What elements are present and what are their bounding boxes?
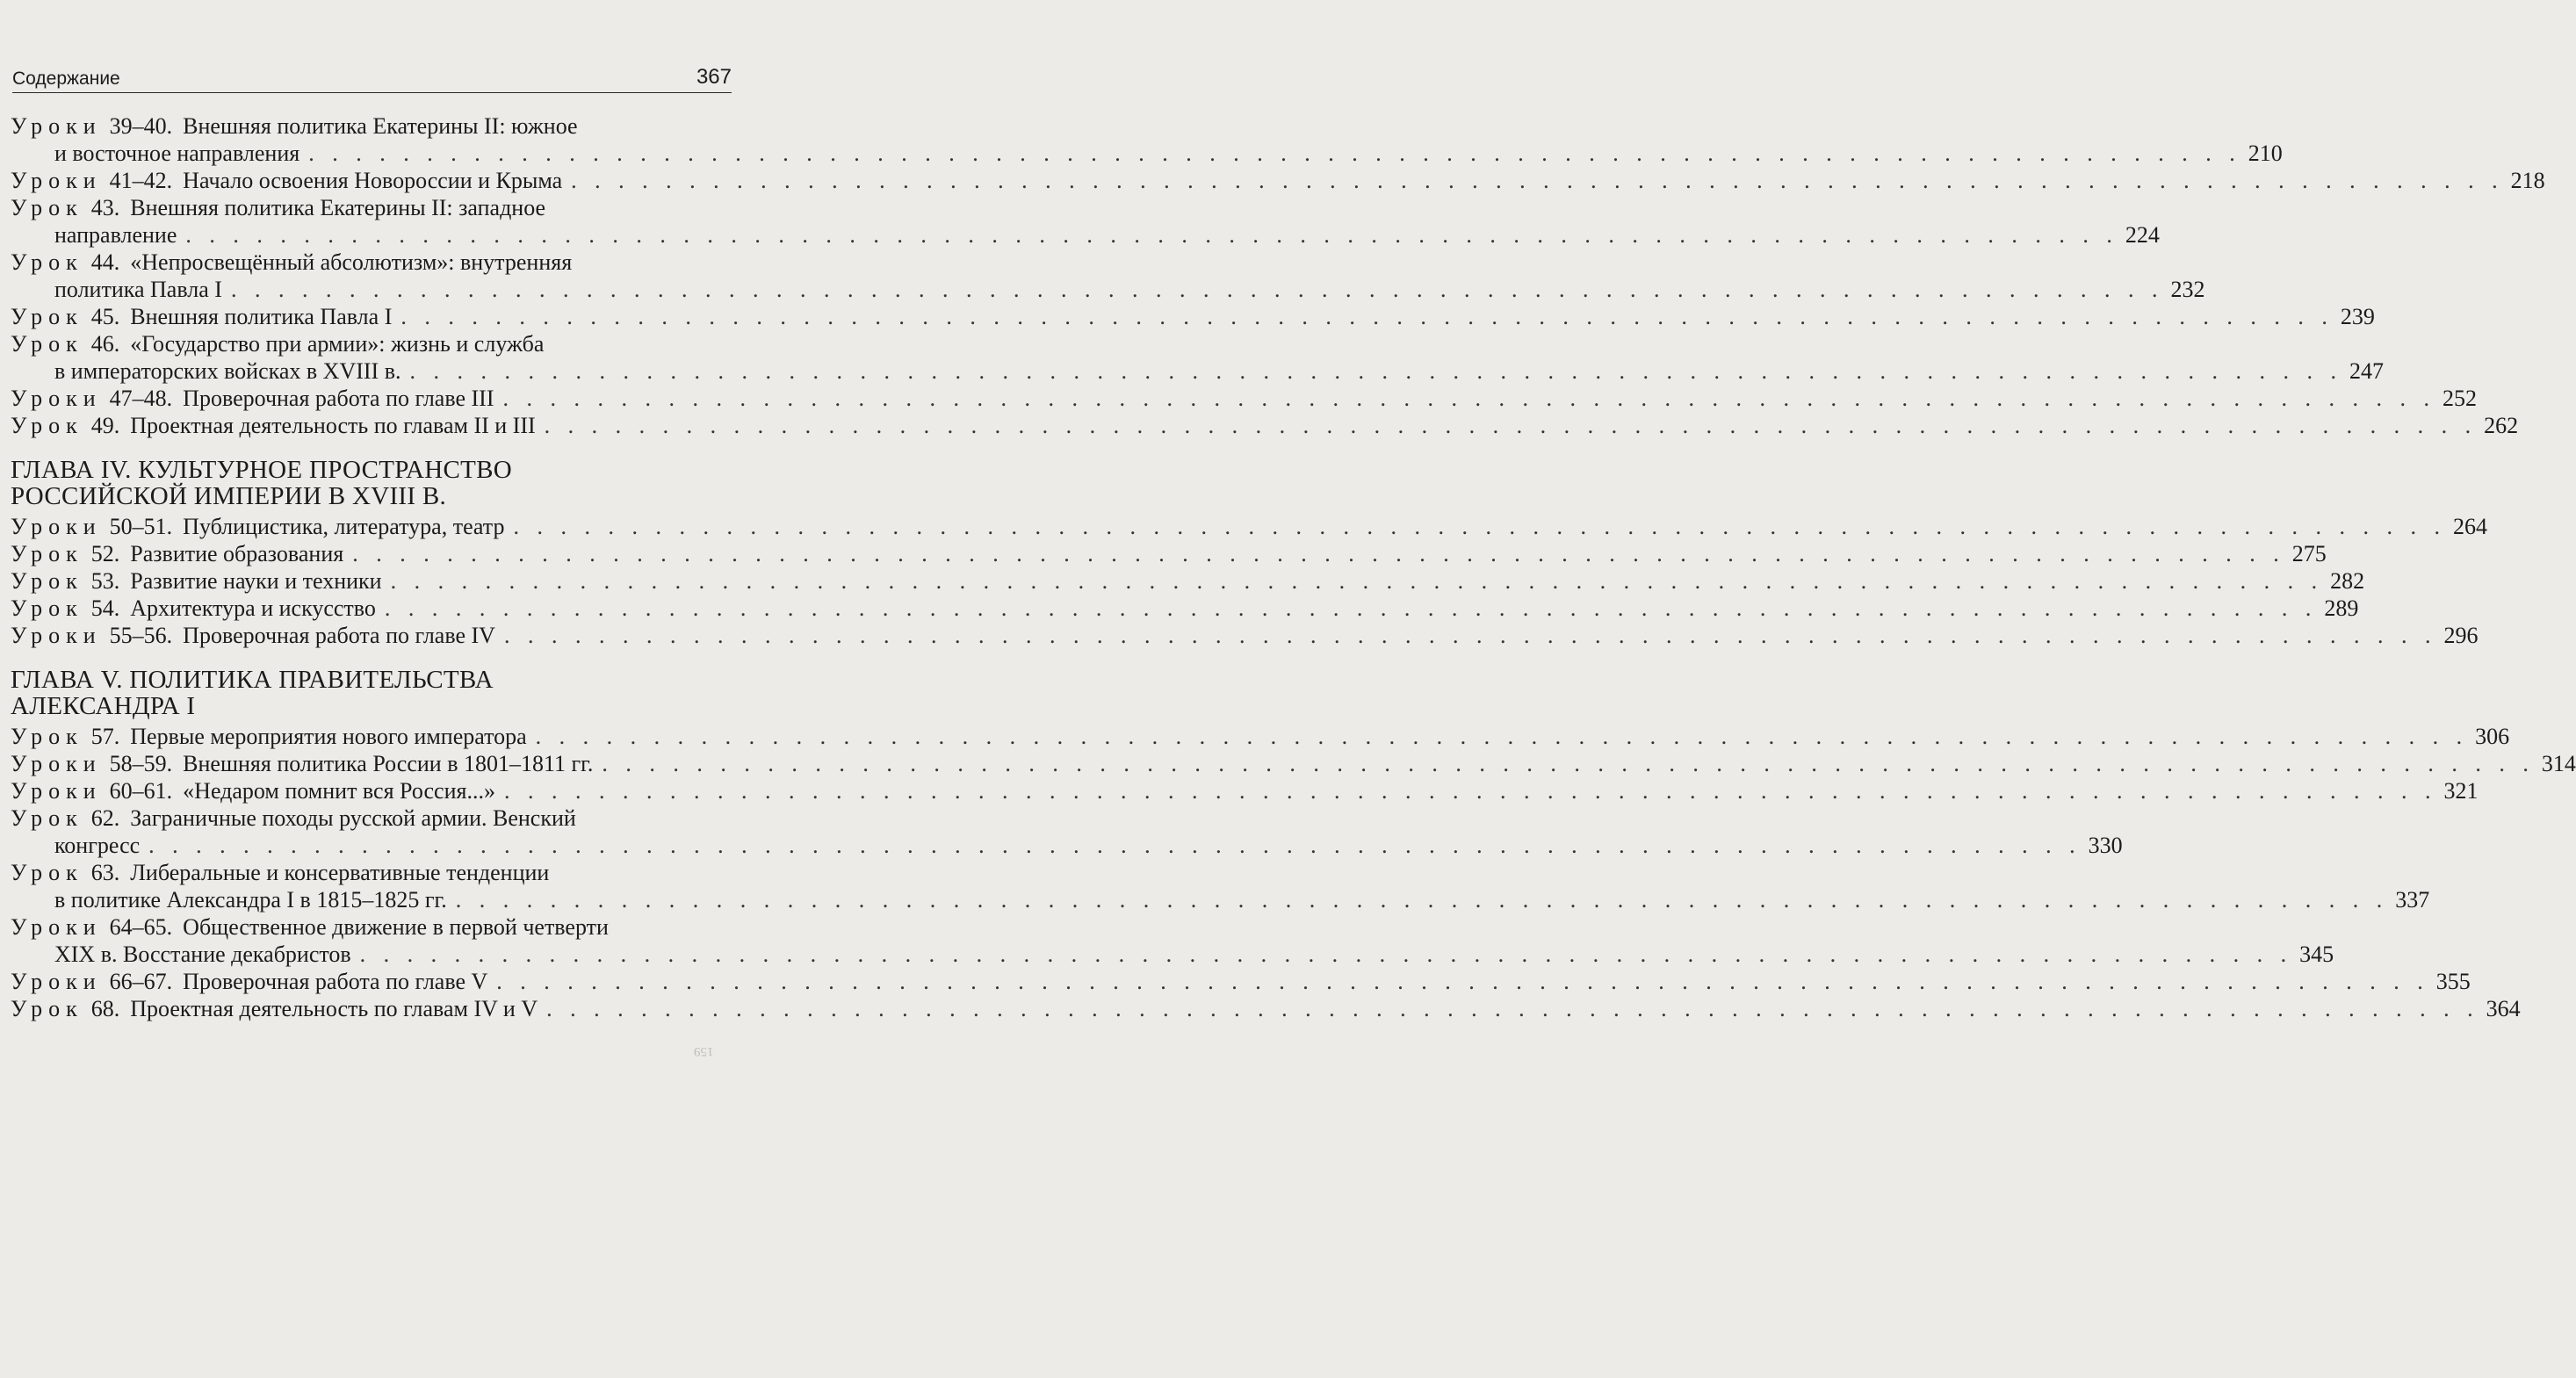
dot-leader: . . . . . . . . . . . . . . . . . . . . . . . . . . . . . . . . . . . . . . . . . . . . . . . . . . . . . . . . . . . . . . . . . . . . . . . . . . . . . . . . . . — [400, 304, 2334, 329]
toc-entry — [11, 330, 2384, 385]
lesson-keyword: Урок — [11, 249, 83, 275]
page-reference: 364 — [2486, 996, 2521, 1021]
lesson-keyword: Уроки — [11, 623, 102, 648]
page-reference: 247 — [2349, 358, 2384, 384]
toc-entry-line — [11, 221, 2160, 249]
lesson-keyword: Уроки — [11, 751, 102, 776]
dot-leader: . . . . . . . . . . . . . . . . . . . . . . . . . . . . . . . . . . . . . . . . . . . . . . . . . . . . . . . . . . . . . . . . . . . . . . . . . . . . . . . . . . — [546, 996, 2479, 1021]
lesson-title: «Государство при армии»: жизнь и служба — [130, 331, 545, 357]
page-reference: 337 — [2395, 887, 2430, 913]
lesson-title: Внешняя политика России в 1801–1811 гг. — [183, 751, 594, 776]
lesson-number: 46. — [90, 331, 120, 357]
dot-leader: . . . . . . . . . . . . . . . . . . . . . . . . . . . . . . . . . . . . . . . . . . . . . . . . . . . . . . . . . . . . . . . . . . . . . . . . . . . . . . . . . . — [308, 141, 2241, 166]
chapter-heading-line: РОССИЙСКОЙ ИМПЕРИИ В XVIII В. — [11, 482, 447, 510]
page-reference: 210 — [2248, 141, 2283, 166]
dot-leader: . . . . . . . . . . . . . . . . . . . . . . . . . . . . . . . . . . . . . . . . . . . . . . . . . . . . . . . . . . . . . . . . . . . . . . . . . . . . . . . . . . — [230, 277, 2164, 302]
lesson-title: направление — [54, 222, 177, 248]
toc-entry-line — [11, 412, 2519, 439]
dot-leader: . . . . . . . . . . . . . . . . . . . . . . . . . . . . . . . . . . . . . . . . . . . . . . . . . . . . . . . . . . . . . . . . . . . . . . . . . . . . . . . . . . — [502, 386, 2435, 411]
page-reference: 252 — [2443, 386, 2477, 411]
page-reference: 289 — [2324, 595, 2359, 621]
lesson-keyword: Урок — [11, 331, 83, 357]
toc-entry — [11, 513, 2487, 540]
toc-group-chapter-3 — [11, 112, 2545, 439]
lesson-title: Публицистика, литература, театр — [183, 514, 505, 539]
lesson-title: Начало освоения Новороссии и Крыма — [183, 168, 563, 193]
toc-group-chapter-4 — [11, 513, 2487, 649]
lesson-title: Проектная деятельность по главам IV и V — [130, 996, 538, 1021]
lesson-number: 55–56. — [109, 623, 173, 648]
page-reference: 224 — [2125, 222, 2160, 248]
toc-entry-line — [11, 112, 730, 140]
lesson-keyword: Уроки — [11, 514, 102, 539]
toc-entry-line — [11, 832, 2123, 859]
toc-entry-line — [11, 357, 2384, 385]
lesson-keyword: Урок — [11, 860, 83, 885]
page-reference: 232 — [2170, 277, 2205, 302]
lesson-keyword: Уроки — [11, 386, 102, 411]
toc-entry-line — [11, 723, 2510, 750]
toc-entry-line — [11, 513, 2487, 540]
lesson-keyword: Уроки — [11, 914, 102, 940]
dot-leader: . . . . . . . . . . . . . . . . . . . . . . . . . . . . . . . . . . . . . . . . . . . . . . . . . . . . . . . . . . . . . . . . . . . . . . . . . . . . . . . . . . — [513, 514, 2446, 539]
chapter-4-heading — [11, 457, 730, 509]
toc-entry-line — [11, 886, 2430, 913]
toc-entry — [11, 859, 2430, 913]
toc-entry-line — [11, 276, 2205, 303]
lesson-number: 50–51. — [109, 514, 173, 539]
lesson-title: политика Павла I — [54, 277, 222, 302]
toc-entry-line — [11, 140, 2283, 167]
toc-entry — [11, 995, 2521, 1022]
dot-leader: . . . . . . . . . . . . . . . . . . . . . . . . . . . . . . . . . . . . . . . . . . . . . . . . . . . . . . . . . . . . . . . . . . . . . . . . . . . . . . . . . . — [503, 623, 2437, 648]
lesson-number: 43. — [90, 195, 120, 220]
lesson-title: в политике Александра I в 1815–1825 гг. — [54, 887, 447, 913]
page-reference: 345 — [2299, 942, 2334, 967]
dot-leader: . . . . . . . . . . . . . . . . . . . . . . . . . . . . . . . . . . . . . . . . . . . . . . . . . . . . . . . . . . . . . . . . . . . . . . . . . . . . . . . . . . — [496, 969, 2429, 994]
page-reference: 330 — [2088, 833, 2123, 858]
page-reference: 239 — [2340, 304, 2375, 329]
lesson-title: Развитие науки и техники — [130, 568, 382, 594]
toc-entry-line — [11, 330, 730, 357]
toc-entry-line — [11, 567, 2365, 595]
dot-leader: . . . . . . . . . . . . . . . . . . . . . . . . . . . . . . . . . . . . . . . . . . . . . . . . . . . . . . . . . . . . . . . . . . . . . . . . . . . . . . . . . . — [185, 222, 2118, 248]
lesson-keyword: Урок — [11, 413, 83, 438]
chapter-5-heading — [11, 667, 730, 719]
chapter-heading-line: ГЛАВА V. ПОЛИТИКА ПРАВИТЕЛЬСТВА — [11, 666, 494, 694]
toc-entry-line — [11, 941, 2334, 968]
toc-entry — [11, 194, 2160, 249]
toc-entry — [11, 249, 2205, 303]
lesson-number: 52. — [90, 541, 120, 566]
lesson-number: 45. — [90, 304, 120, 329]
lesson-title: Проверочная работа по главе III — [183, 386, 494, 411]
dot-leader: . . . . . . . . . . . . . . . . . . . . . . . . . . . . . . . . . . . . . . . . . . . . . . . . . . . . . . . . . . . . . . . . . . . . . . . . . . . . . . . . . . — [602, 751, 2535, 776]
lesson-number: 41–42. — [109, 168, 173, 193]
toc-entry — [11, 303, 2375, 330]
dot-leader: . . . . . . . . . . . . . . . . . . . . . . . . . . . . . . . . . . . . . . . . . . . . . . . . . . . . . . . . . . . . . . . . . . . . . . . . . . . . . . . . . . — [503, 778, 2437, 804]
lesson-number: 53. — [90, 568, 120, 594]
lesson-keyword: Урок — [11, 304, 83, 329]
lesson-number: 44. — [90, 249, 120, 275]
dot-leader: . . . . . . . . . . . . . . . . . . . . . . . . . . . . . . . . . . . . . . . . . . . . . . . . . . . . . . . . . . . . . . . . . . . . . . . . . . . . . . . . . . — [409, 358, 2342, 384]
lesson-keyword: Уроки — [11, 113, 102, 139]
chapter-heading-line: АЛЕКСАНДРА I — [11, 692, 196, 720]
toc-entry — [11, 567, 2365, 595]
dot-leader: . . . . . . . . . . . . . . . . . . . . . . . . . . . . . . . . . . . . . . . . . . . . . . . . . . . . . . . . . . . . . . . . . . . . . . . . . . . . . . . . . . — [571, 168, 2504, 193]
toc-entry — [11, 167, 2545, 194]
dot-leader: . . . . . . . . . . . . . . . . . . . . . . . . . . . . . . . . . . . . . . . . . . . . . . . . . . . . . . . . . . . . . . . . . . . . . . . . . . . . . . . . . . — [359, 942, 2293, 967]
lesson-number: 57. — [90, 724, 120, 749]
toc-entry-line — [11, 194, 730, 221]
dot-leader: . . . . . . . . . . . . . . . . . . . . . . . . . . . . . . . . . . . . . . . . . . . . . . . . . . . . . . . . . . . . . . . . . . . . . . . . . . . . . . . . . . — [390, 568, 2324, 594]
lesson-number: 63. — [90, 860, 120, 885]
lesson-title: Первые мероприятия нового императора — [130, 724, 527, 749]
lesson-number: 49. — [90, 413, 120, 438]
lesson-title: Проверочная работа по главе IV — [183, 623, 495, 648]
toc-entry-line — [11, 167, 2545, 194]
lesson-title: в императорских войсках в XVIII в. — [54, 358, 401, 384]
toc-entry-line — [11, 540, 2327, 567]
toc-entry-line — [11, 595, 2359, 622]
lesson-title: Архитектура и искусство — [130, 595, 376, 621]
lesson-title: «Непросвещённый абсолютизм»: внутренняя — [130, 249, 573, 275]
toc-entry-line — [11, 249, 730, 276]
lesson-title: Проектная деятельность по главам II и III — [130, 413, 536, 438]
dot-leader: . . . . . . . . . . . . . . . . . . . . . . . . . . . . . . . . . . . . . . . . . . . . . . . . . . . . . . . . . . . . . . . . . . . . . . . . . . . . . . . . . . — [544, 413, 2478, 438]
lesson-title: Либеральные и консервативные тенденции — [130, 860, 550, 885]
lesson-keyword: Уроки — [11, 778, 102, 804]
toc-entry — [11, 913, 2334, 968]
lesson-keyword: Урок — [11, 724, 83, 749]
lesson-title: Общественное движение в первой четверти — [183, 914, 609, 940]
lesson-number: 47–48. — [109, 386, 173, 411]
lesson-title: XIX в. Восстание декабристов — [54, 942, 351, 967]
lesson-number: 68. — [90, 996, 120, 1021]
toc-entry-line — [11, 804, 730, 832]
toc-entry — [11, 723, 2510, 750]
dot-leader: . . . . . . . . . . . . . . . . . . . . . . . . . . . . . . . . . . . . . . . . . . . . . . . . . . . . . . . . . . . . . . . . . . . . . . . . . . . . . . . . . . — [384, 595, 2318, 621]
lesson-number: 62. — [90, 805, 120, 831]
page-reference: 218 — [2510, 168, 2545, 193]
lesson-title: Внешняя политика Екатерины II: западное — [130, 195, 546, 220]
lesson-title: Внешняя политика Екатерины II: южное — [183, 113, 578, 139]
page-reference: 262 — [2484, 413, 2519, 438]
dot-leader: . . . . . . . . . . . . . . . . . . . . . . . . . . . . . . . . . . . . . . . . . . . . . . . . . . . . . . . . . . . . . . . . . . . . . . . . . . . . . . . . . . — [148, 833, 2082, 858]
toc-entry-line — [11, 750, 2576, 777]
toc-entry — [11, 412, 2519, 439]
toc-entry — [11, 777, 2479, 804]
lesson-number: 64–65. — [109, 914, 173, 940]
lesson-keyword: Урок — [11, 568, 83, 594]
page-reference: 264 — [2452, 514, 2487, 539]
toc-group-chapter-5 — [11, 723, 2576, 1022]
toc-entry — [11, 750, 2576, 777]
toc-entry-line — [11, 913, 730, 941]
toc-entry-line — [11, 859, 730, 886]
lesson-keyword: Урок — [11, 195, 83, 220]
page-reference: 296 — [2443, 623, 2479, 648]
lesson-keyword: Уроки — [11, 969, 102, 994]
show-through-page-number: 159 — [694, 1044, 714, 1058]
lesson-keyword: Урок — [11, 996, 83, 1021]
dot-leader: . . . . . . . . . . . . . . . . . . . . . . . . . . . . . . . . . . . . . . . . . . . . . . . . . . . . . . . . . . . . . . . . . . . . . . . . . . . . . . . . . . — [455, 887, 2389, 913]
toc-entry-line — [11, 303, 2375, 330]
lesson-number: 58–59. — [109, 751, 173, 776]
toc-entry-line — [11, 385, 2477, 412]
table-of-contents — [11, 112, 2576, 1022]
page-reference: 321 — [2443, 778, 2479, 804]
chapter-heading-line: ГЛАВА IV. КУЛЬТУРНОЕ ПРОСТРАНСТВО — [11, 456, 512, 484]
lesson-title: Заграничные походы русской армии. Венский — [130, 805, 576, 831]
lesson-number: 66–67. — [109, 969, 173, 994]
dot-leader: . . . . . . . . . . . . . . . . . . . . . . . . . . . . . . . . . . . . . . . . . . . . . . . . . . . . . . . . . . . . . . . . . . . . . . . . . . . . . . . . . . — [352, 541, 2285, 566]
lesson-number: 60–61. — [109, 778, 173, 804]
toc-entry — [11, 595, 2359, 622]
toc-entry-line — [11, 968, 2471, 995]
page-reference: 275 — [2291, 541, 2327, 566]
page-reference: 282 — [2330, 568, 2365, 594]
lesson-number: 39–40. — [109, 113, 173, 139]
lesson-title: Внешняя политика Павла I — [130, 304, 393, 329]
lesson-keyword: Урок — [11, 541, 83, 566]
running-header-title: Содержание — [12, 69, 120, 89]
running-header — [12, 63, 732, 93]
toc-entry — [11, 968, 2471, 995]
lesson-title: Развитие образования — [130, 541, 344, 566]
toc-entry — [11, 385, 2477, 412]
toc-entry — [11, 112, 2283, 167]
page-reference: 355 — [2435, 969, 2471, 994]
toc-entry-line — [11, 995, 2521, 1022]
toc-entry — [11, 804, 2123, 859]
dot-leader: . . . . . . . . . . . . . . . . . . . . . . . . . . . . . . . . . . . . . . . . . . . . . . . . . . . . . . . . . . . . . . . . . . . . . . . . . . . . . . . . . . — [535, 724, 2469, 749]
page-reference: 314 — [2541, 751, 2576, 776]
toc-entry-line — [11, 777, 2479, 804]
lesson-title: и восточное направления — [54, 141, 300, 166]
lesson-keyword: Урок — [11, 595, 83, 621]
lesson-keyword: Урок — [11, 805, 83, 831]
toc-entry — [11, 540, 2327, 567]
lesson-title: «Недаром помнит вся Россия...» — [183, 778, 495, 804]
lesson-keyword: Уроки — [11, 168, 102, 193]
toc-entry — [11, 622, 2479, 649]
toc-entry-line — [11, 622, 2479, 649]
running-header-page-number: 367 — [696, 65, 732, 89]
lesson-title: конгресс — [54, 833, 141, 858]
lesson-number: 54. — [90, 595, 120, 621]
lesson-title: Проверочная работа по главе V — [183, 969, 488, 994]
page-reference: 306 — [2475, 724, 2510, 749]
